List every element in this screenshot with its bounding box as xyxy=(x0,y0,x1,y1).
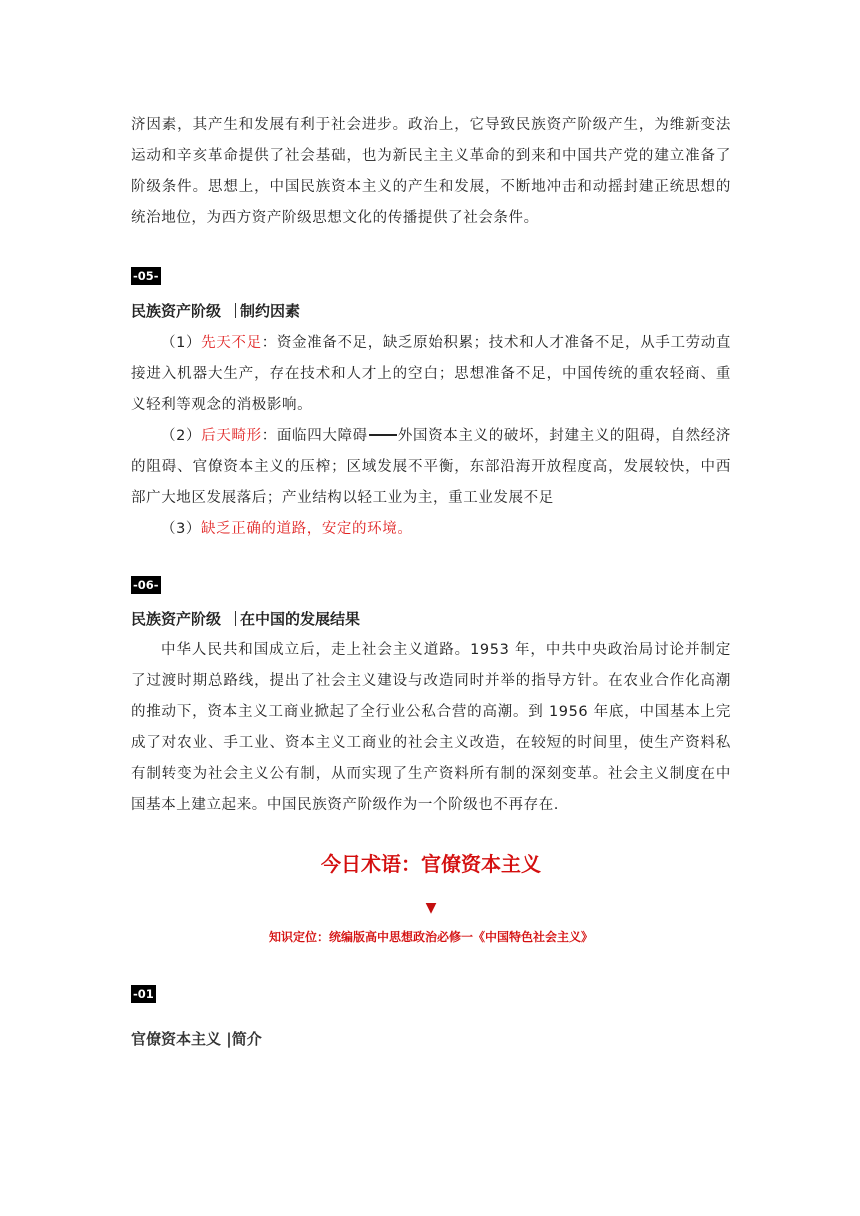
item-text: 外国资本主义的破坏，封建主义的阻碍，自然经济的阻碍、官僚资本主义的压榨；区域发展不平衡，东部沿海开放程度高，发展较快，中西部广大地区发展落后；产业结构以轻工业为主，重工业发展不足 xyxy=(131,428,732,506)
heading-left-06: 民族资产阶级 xyxy=(131,610,222,628)
intro-paragraph: 济因素，其产生和发展有利于社会进步。政治上，它导致民族资产阶级产生，为维新变法运动和辛亥革命提供了社会基础，也为新民主主义革命的到来和中国共产党的建立准备了阶级条件。思想上，中国民族资本主义的产生和发展，不断地冲击和动摇封建正统思想的统治地位，为西方资产阶级思想文化的传播提供了社会条件。 xyxy=(131,117,731,226)
item-number: （1） xyxy=(161,335,202,351)
section-heading-01: 官僚资本主义 |简介 xyxy=(131,1030,262,1048)
em-dash xyxy=(369,434,397,436)
heading-left-05: 民族资产阶级 xyxy=(131,302,222,320)
item-key: 后天畸形 xyxy=(201,428,262,444)
term-block xyxy=(131,850,731,946)
heading-right-05: 制约因素 xyxy=(240,302,301,320)
item-text: ：面临四大障碍 xyxy=(261,428,368,444)
result-paragraph: 中华人民共和国成立后，走上社会主义道路。1953 年，中共中央政治局讨论并制定了过渡时期总路线，提出了社会主义建设与改造同时并举的指导方针。在农业合作化高潮的推动下，资本主义工商业掀起了全行业公私合营的高潮。到 1956 年底，中国基本上完成了对农业、手工业、资本主义工商业的社会主义改造，在较短的时间里，使生产资料私有制转变为社会主义公有制，从而实现了生产资料所有制的深刻变革。社会主义制度在中国基本上建立起来。中国民族资产阶级作为一个阶级也不再存在. xyxy=(131,642,731,813)
section-heading-06 xyxy=(131,607,360,631)
down-triangle-icon: ▼ xyxy=(425,900,437,916)
term-title: 今日术语：官僚资本主义 xyxy=(321,852,541,876)
heading-right-06: 在中国的发展结果 xyxy=(240,610,361,628)
item-key: 缺乏正确的道路，安定的环境。 xyxy=(201,521,413,537)
heading-separator xyxy=(235,611,236,626)
heading-separator xyxy=(235,303,236,318)
constraints-list xyxy=(131,328,731,545)
item-number: （3） xyxy=(161,521,202,537)
knowledge-position: 知识定位：统编版高中思想政治必修一《中国特色社会主义》 xyxy=(268,930,593,944)
list-item xyxy=(131,328,731,421)
section-tag-05: -05- xyxy=(133,269,159,283)
item-text: ：资金准备不足，缺乏原始积累；技术和人才准备不足，从手工劳动直接进入机器大生产，存在技术和人才上的空白；思想准备不足，中国传统的重农轻商、重义轻利等观念的消极影响。 xyxy=(131,335,731,413)
section-tag-01: -01 xyxy=(133,987,154,1001)
list-item xyxy=(131,514,731,545)
item-key: 先天不足 xyxy=(201,335,262,351)
section-heading-05 xyxy=(131,299,300,323)
section-tag-06: -06- xyxy=(133,578,159,592)
list-item xyxy=(131,421,731,514)
item-number: （2） xyxy=(161,428,202,444)
